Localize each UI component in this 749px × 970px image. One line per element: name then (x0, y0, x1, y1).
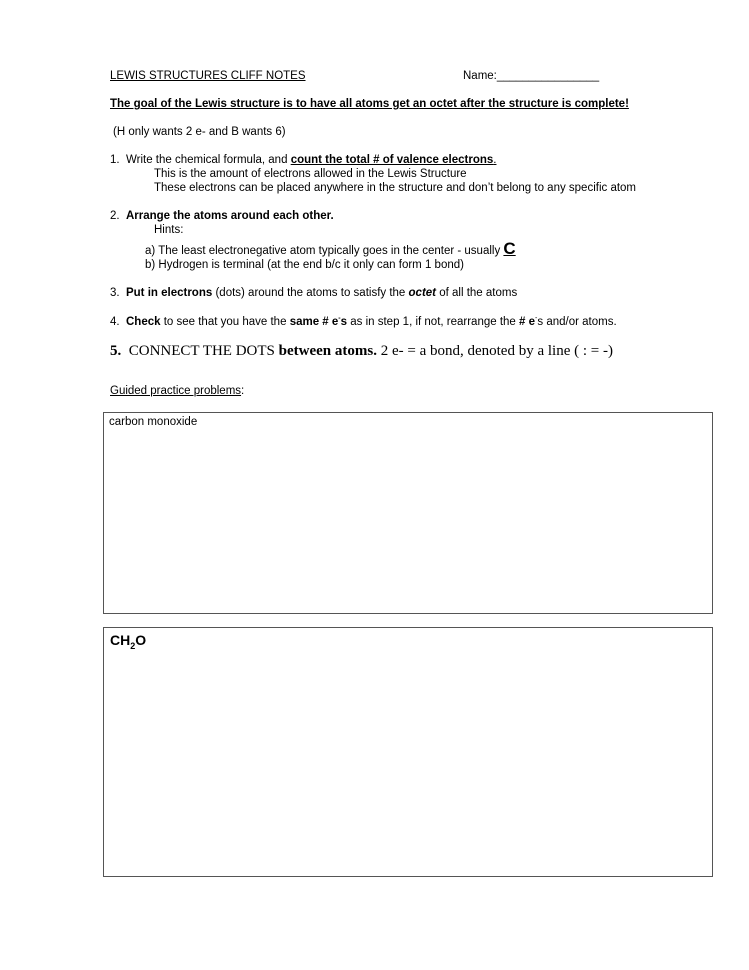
step-1-emphasis: count the total # of valence electrons (290, 154, 494, 166)
step-4 (110, 315, 617, 330)
problem-2-label: $CH_2O$ (110, 632, 147, 651)
step-1-sub-2: These electrons can be placed anywhere in the structure and don’t belong to any specific atom (154, 182, 637, 194)
step-1-period: . (493, 154, 497, 166)
hint-a-text: a) The least electronegative atom typically goes in the center - usually (145, 245, 501, 257)
goal-statement: The goal of the Lewis structure is to have all atoms get an octet after the structure is complete! (110, 98, 629, 110)
problem-box-carbon-monoxide[interactable] (103, 412, 713, 614)
step-3-end: of all the atoms (439, 287, 518, 299)
step-2 (110, 210, 334, 224)
step-4-rearrange: # e-s and/or atoms. (519, 315, 617, 328)
hint-a-carbon: C (503, 239, 516, 258)
step-5-emphasis: between atoms. (278, 343, 377, 359)
step-3-number: 3. (110, 287, 120, 299)
step-1-number: 1. (110, 154, 120, 166)
doc-title: LEWIS STRUCTURES CLIFF NOTES (110, 70, 306, 82)
step-3 (110, 287, 517, 301)
problem-box-ch2o[interactable] (103, 627, 713, 877)
step-2-hints-label: Hints: (154, 224, 184, 236)
step-5-text: 2 e- = a bond, denoted by a line ( : = -) (380, 343, 613, 359)
step-2-hint-b: b) Hydrogen is terminal (at the end b/c it only can form 1 bond) (145, 259, 464, 271)
step-3-octet: octet (408, 287, 437, 299)
step-5 (110, 342, 613, 360)
problem-1-label: carbon monoxide (109, 416, 198, 428)
step-4-text-2: as in step 1, if not, rearrange the (350, 315, 516, 328)
step-3-emphasis: Put in electrons (125, 287, 213, 299)
step-4-number: 4. (110, 315, 120, 328)
step-4-text: to see that you have the (163, 315, 287, 328)
step-1 (110, 154, 496, 168)
step-4-same-count: same # e-s (289, 315, 348, 328)
step-3-text: (dots) around the atoms to satisfy the (215, 287, 406, 299)
step-1-sub-1: This is the amount of electrons allowed in the Lewis Structure (154, 168, 467, 180)
step-2-number: 2. (110, 210, 120, 222)
step-4-emphasis: Check (125, 315, 161, 328)
exceptions-note: (H only wants 2 e- and B wants 6) (113, 126, 286, 138)
step-2-heading: Arrange the atoms around each other. (125, 210, 334, 222)
step-5-caps: CONNECT THE DOTS (128, 343, 275, 359)
step-5-number: 5. (110, 343, 122, 359)
step-1-text: Write the chemical formula, and (125, 154, 288, 166)
step-2-hint-a (145, 239, 516, 259)
name-field-label: Name:________________ (463, 70, 600, 82)
practice-heading: Guided practice problems: (110, 385, 245, 397)
